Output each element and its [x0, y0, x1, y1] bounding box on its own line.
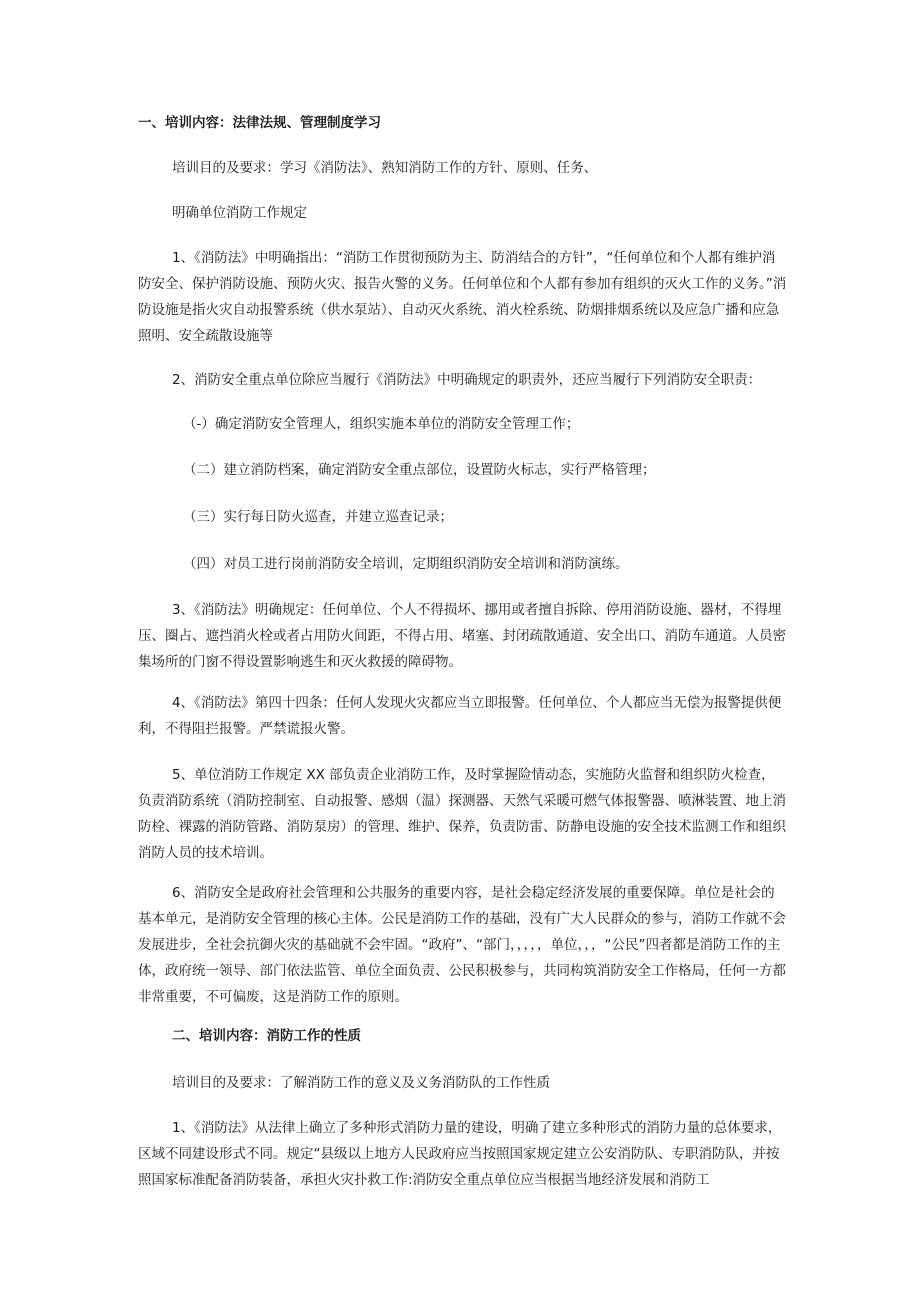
section1-subitem-1: （-）确定消防安全管理人，组织实施本单位的消防安全管理工作；: [183, 416, 580, 432]
section1-heading: 一、培训内容：法律法规、管理制度学习: [138, 115, 381, 131]
section1-paragraph-6: 6、消防安全是政府社会管理和公共服务的重要内容，是社会稳定经济发展的重要保障。单位是社会的基本单元，是消防安全管理的核心主体。公民是消防工作的基础，没有广大人民群众的参与，消防工作就不会发展进步，全社会抗御火灾的基础就不会牢固。“政府”、“部门，，，，，单位，，，“公民”四者都是消防工作的主体，政府统一领导、部门依法监管、单位全面负责、公民积极参与，共同构筑消防安全工作格局，任何一方都非常重要，不可偏废，这是消防工作的原则。: [138, 885, 786, 1005]
section1-subitem-2: （二）建立消防档案，确定消防安全重点部位，设置防火标志，实行严格管理；: [183, 462, 656, 478]
section1-goal-continued: 明确单位消防工作规定: [172, 205, 307, 221]
section2-paragraph-1: 1、《消防法》从法律上确立了多种形式消防力量的建设，明确了建立多种形式的消防力量的总体要求，区域不同建设形式不同。规定“县级以上地方人民政府应当按照国家规定建立公安消防队、专职消防队，并按照国家标准配备消防装备，承担火灾扑救工作:消防安全重点单位应当根据当地经济发展和消防工: [138, 1120, 782, 1188]
section1-paragraph-4: 4、《消防法》第四十四条：任何人发现火灾都应当立即报警。任何单位、个人都应当无偿为报警提供便利，不得阻拦报警。严禁谎报火警。: [138, 695, 782, 737]
section2-goal: 培训目的及要求：了解消防工作的意义及义务消防队的工作性质: [172, 1075, 550, 1091]
section1-subitem-4: （四）对员工进行岗前消防安全培训，定期组织消防安全培训和消防演练。: [183, 556, 629, 572]
section1-paragraph-2: 2、消防安全重点单位除应当履行《消防法》中明确规定的职责外，还应当履行下列消防安全职责：: [172, 372, 762, 388]
section1-subitem-3: （三）实行每日防火巡查，并建立巡查记录；: [183, 509, 453, 525]
section1-goal: 培训目的及要求：学习《消防法》、熟知消防工作的方针、原则、任务、: [172, 160, 598, 176]
section2-heading: 二、培训内容：消防工作的性质: [172, 1028, 361, 1044]
section1-paragraph-1: 1、《消防法》中明确指出：“消防工作贯彻预防为主、防消结合的方针”，“任何单位和个人都有维护消防安全、保护消防设施、预防火灾、报告火警的义务。任何单位和个人都有参加有组织的灭火工作的义务。”消防设施是指火灾自动报警系统（供水泵站）、自动灭火系统、消火栓系统、防烟排烟系统以及应急广播和应急照明、安全疏散设施等: [138, 250, 787, 344]
section1-paragraph-5: 5、单位消防工作规定 XX 部负责企业消防工作，及时掌握险情动态，实施防火监督和组织防火检查，负责消防系统（消防控制室、自动报警、感烟（温）探测器、天然气采暖可燃气体报警器、喷淋装置、地上消防栓、裸露的消防管路、消防泵房）的管理、维护、保养，负责防雷、防静电设施的安全技术监测工作和组织消防人员的技术培训。: [138, 767, 786, 861]
section1-paragraph-3: 3、《消防法》明确规定：任何单位、个人不得损坏、挪用或者擅自拆除、停用消防设施、器材，不得埋压、圈占、遮挡消火栓或者占用防火间距，不得占用、堵塞、封闭疏散通道、安全出口、消防车通道。人员密集场所的门窗不得设置影响逃生和灭火救援的障碍物。: [138, 602, 786, 670]
